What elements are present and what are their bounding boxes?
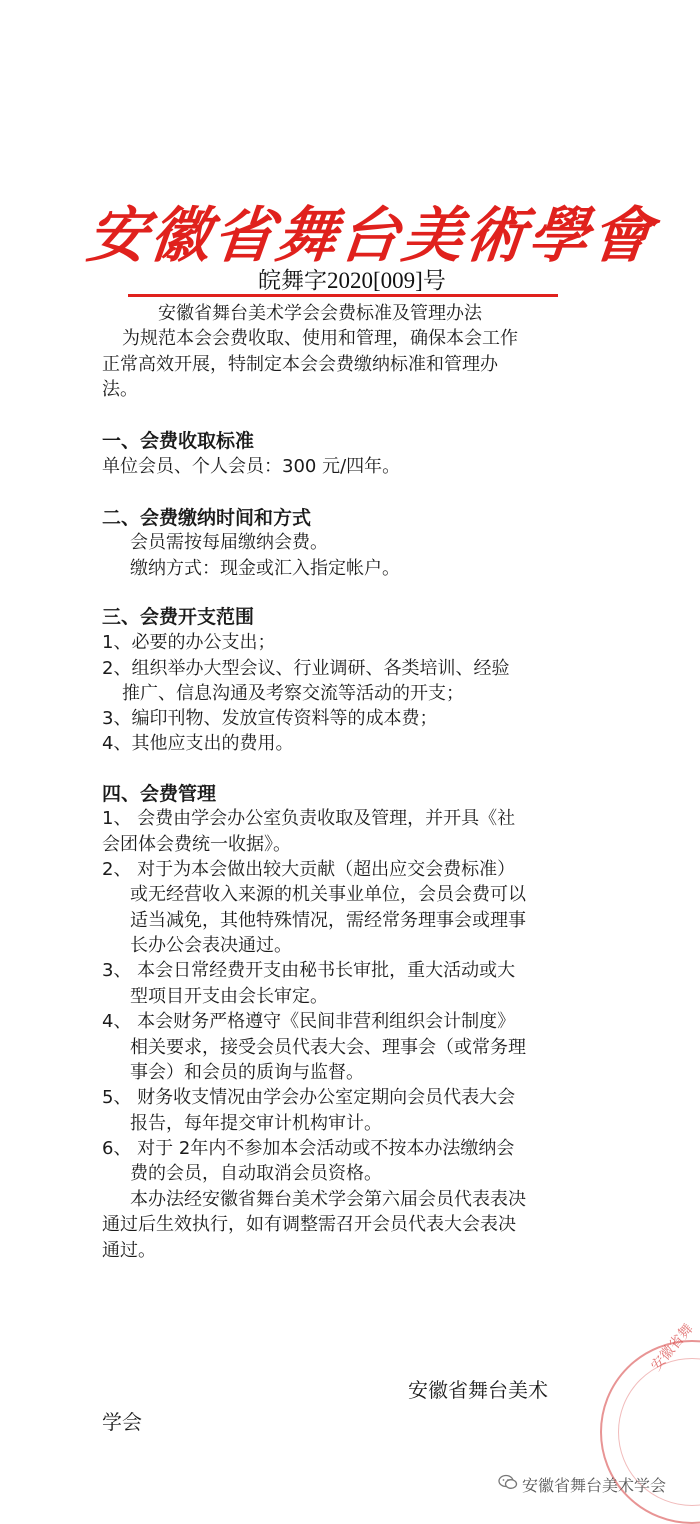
wechat-icon <box>498 1474 518 1490</box>
seal-text: 安徽省舞 <box>648 1321 697 1375</box>
list-item: 1、 会费由学会办公室负责收取及管理，并开具《社 <box>102 808 516 829</box>
closing-line: 通过。 <box>102 1240 156 1261</box>
signature-line: 安徽省舞台美术 <box>408 1378 548 1402</box>
section-heading: 一、会费收取标准 <box>102 430 255 452</box>
closing-line: 本办法经安徽省舞台美术学会第六届会员代表表决 <box>130 1189 526 1210</box>
list-item: 长办公会表决通过。 <box>130 935 292 956</box>
intro-line: 正常高效开展，特制定本会会费缴纳标准和管理办 <box>102 354 498 375</box>
list-item: 适当减免，其他特殊情况，需经常务理事会或理事 <box>130 910 526 931</box>
list-item: 1、必要的办公支出； <box>102 632 276 653</box>
list-item: 会团体会费统一收据》。 <box>102 834 291 855</box>
header-divider <box>128 294 558 297</box>
official-seal <box>600 1321 700 1524</box>
list-item: 2、 对于为本会做出较大贡献（超出应交会费标准） <box>102 859 516 880</box>
intro-line: 为规范本会会费收取、使用和管理，确保本会工作 <box>122 328 518 349</box>
intro-line: 法。 <box>102 379 138 400</box>
list-item: 推广、信息沟通及考察交流等活动的开支； <box>122 683 464 704</box>
watermark-text: 安徽省舞台美术学会 <box>522 1476 667 1495</box>
list-item: 3、编印刊物、发放宣传资料等的成本费； <box>102 708 438 729</box>
list-item: 2、组织举办大型会议、行业调研、各类培训、经验 <box>102 658 510 679</box>
document-title: 安徽省舞台美术学会会费标准及管理办法 <box>158 303 482 324</box>
list-item: 费的会员，自动取消会员资格。 <box>130 1163 382 1184</box>
list-item: 相关要求，接受会员代表大会、理事会（或常务理 <box>130 1037 526 1058</box>
section-heading: 三、会费开支范围 <box>102 606 255 628</box>
section-line: 会员需按每届缴纳会费。 <box>130 532 328 553</box>
list-item: 5、 财务收支情况由学会办公室定期向会员代表大会 <box>102 1087 516 1108</box>
section-heading: 四、会费管理 <box>102 783 217 805</box>
section-line: 单位会员、个人会员：300 元/四年。 <box>102 456 401 477</box>
list-item: 4、其他应支出的费用。 <box>102 733 294 754</box>
list-item: 6、 对于 2年内不参加本会活动或不按本办法缴纳会 <box>102 1138 515 1159</box>
org-masthead: 安徽省舞台美術學會 <box>83 201 659 271</box>
list-item: 3、 本会日常经费开支由秘书长审批，重大活动或大 <box>102 960 516 981</box>
document-number: 皖舞字2020[009]号 <box>258 268 446 293</box>
list-item: 型项目开支由会长审定。 <box>130 986 328 1007</box>
list-item: 4、 本会财务严格遵守《民间非营利组织会计制度》 <box>102 1011 516 1032</box>
section-line: 缴纳方式：现金或汇入指定帐户。 <box>130 558 400 579</box>
list-item: 或无经营收入来源的机关事业单位，会员会费可以 <box>130 884 526 905</box>
section-heading: 二、会费缴纳时间和方式 <box>102 507 312 529</box>
list-item: 报告，每年提交审计机构审计。 <box>130 1113 382 1134</box>
list-item: 事会）和会员的质询与监督。 <box>130 1062 364 1083</box>
closing-line: 通过后生效执行，如有调整需召开会员代表大会表决 <box>102 1214 516 1235</box>
signature-line: 学会 <box>102 1410 142 1434</box>
